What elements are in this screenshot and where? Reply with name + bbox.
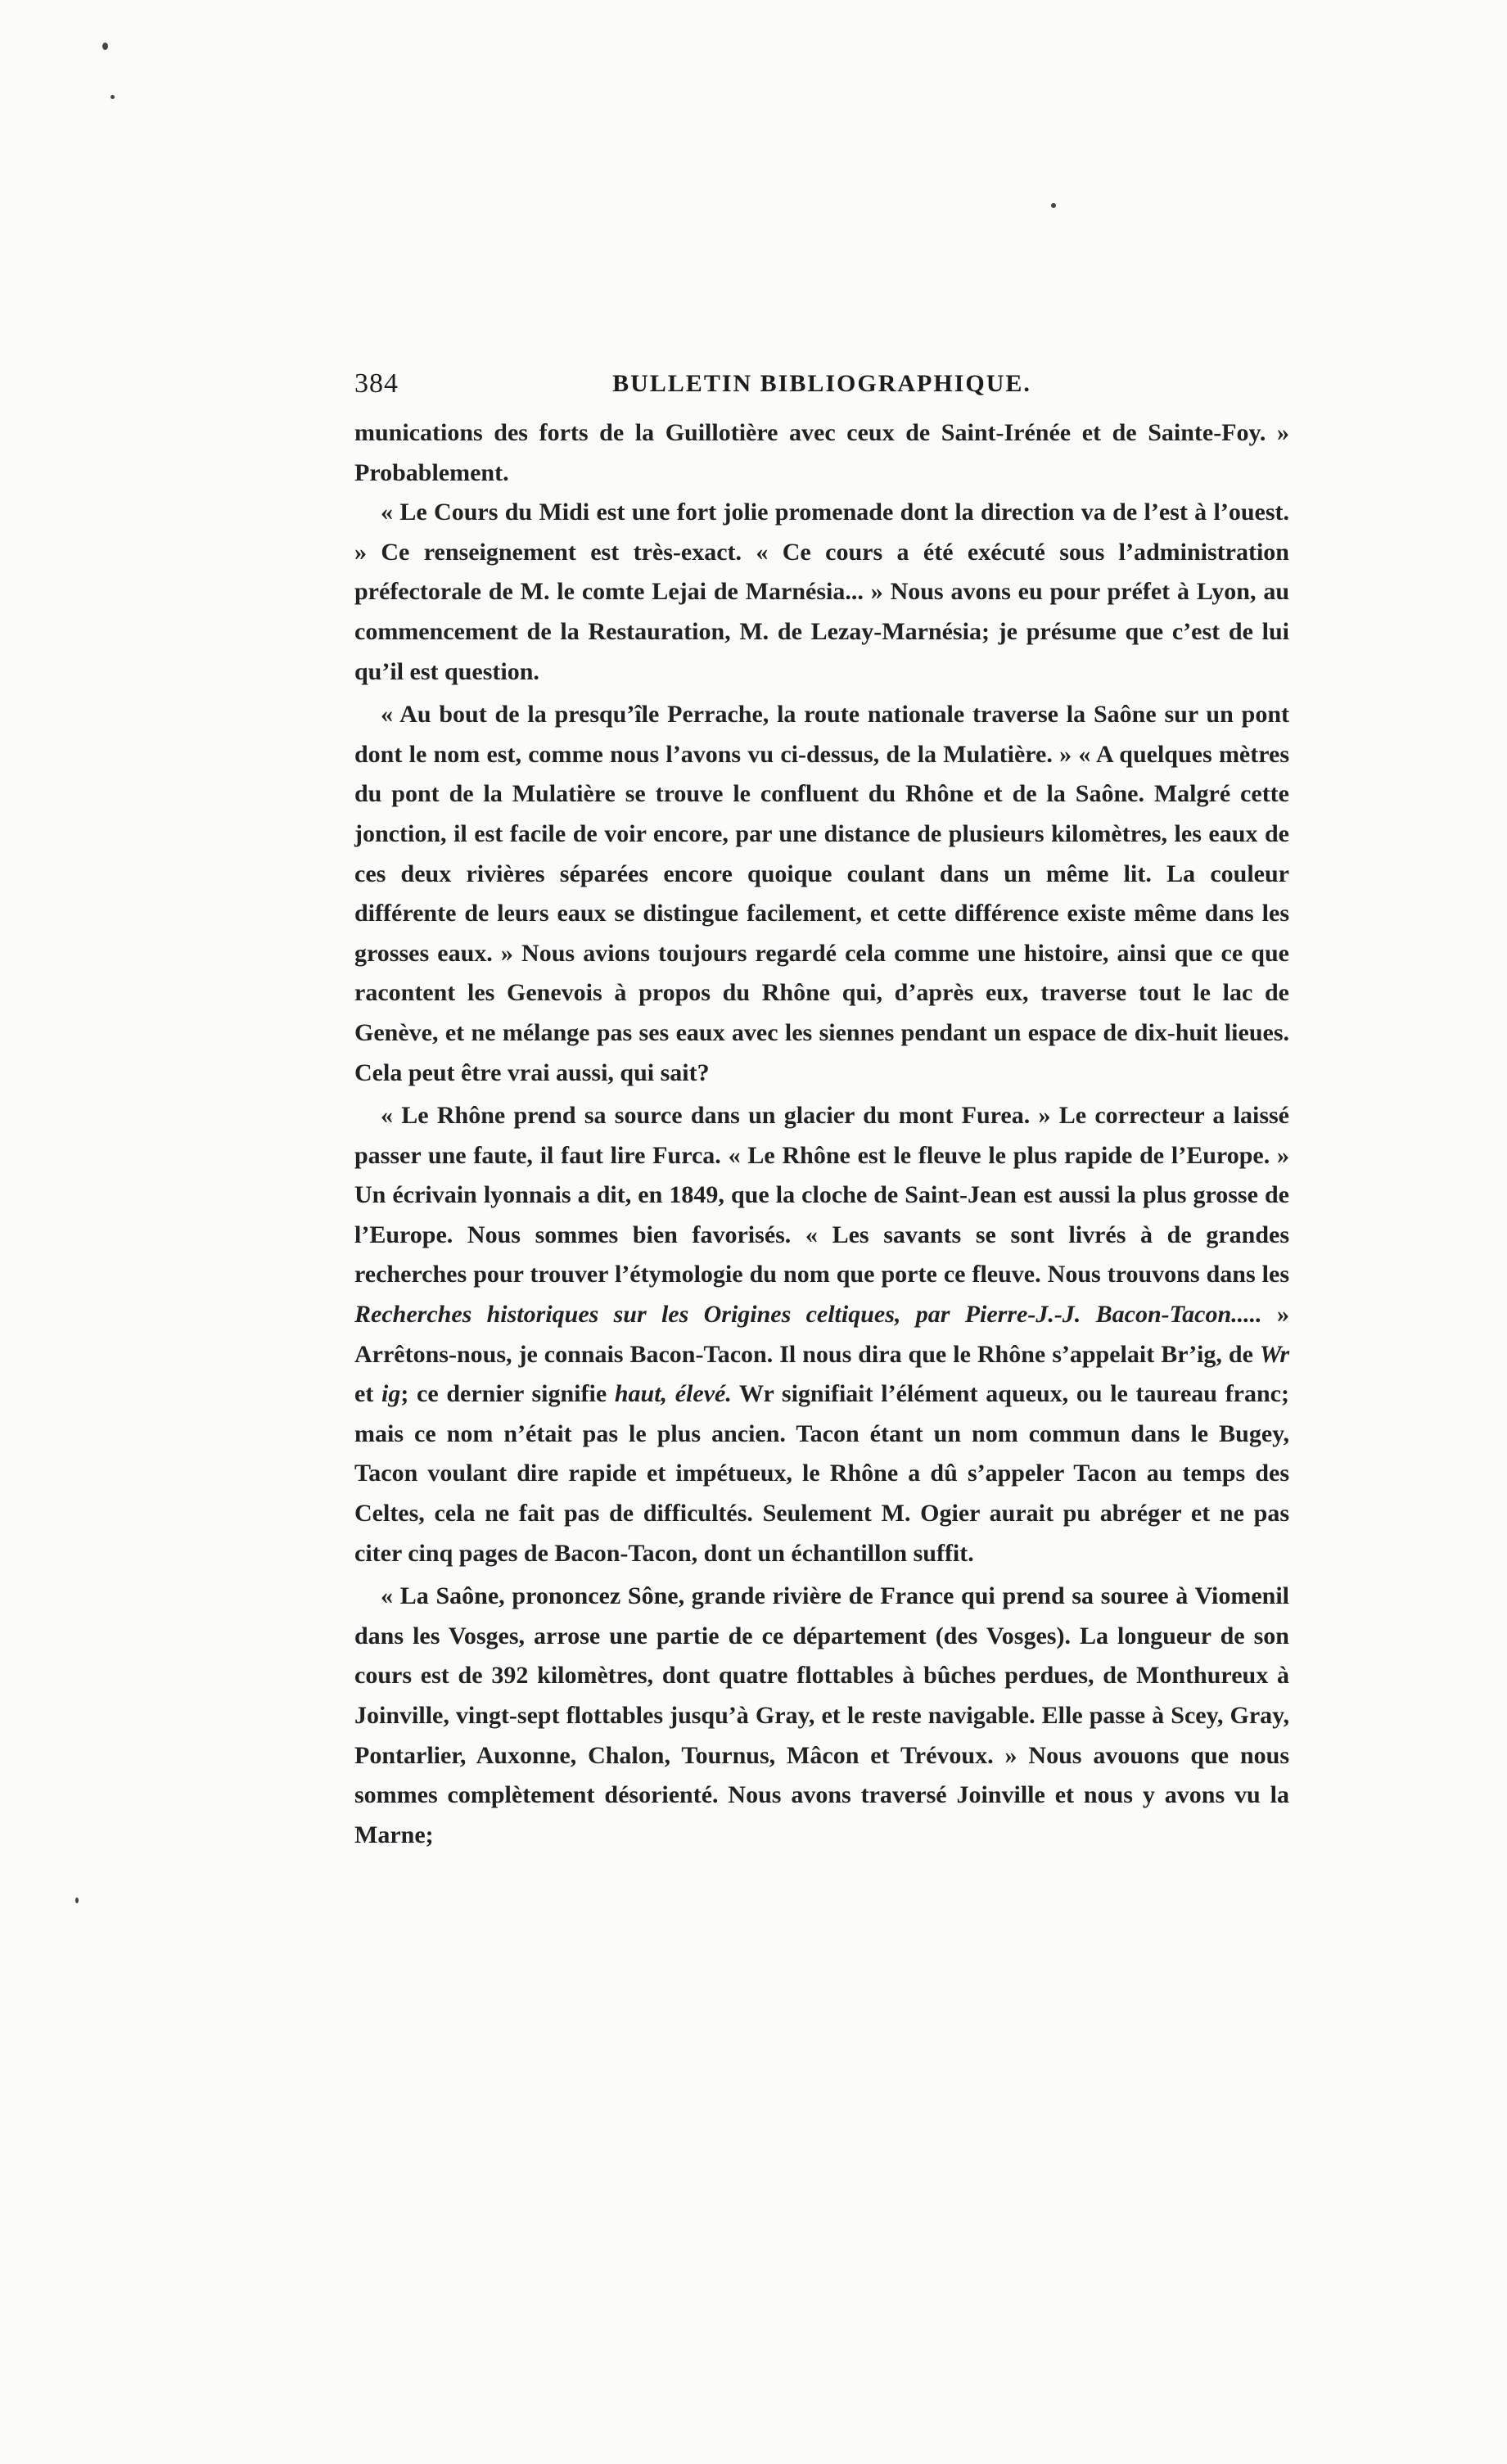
ink-speck [111,95,115,99]
italic-text-run: ig [381,1380,401,1408]
text-run: Wr signifiait l’élément aqueux, ou le taureau franc; mais ce nom n’était pas le plus ancien. Tacon étant un nom commun dans le Bugey, Tacon voulant dire rapide et impétueux, le Rhône a dû s’appeler Tacon au temps des Celtes, cela ne fait pas de difficultés. Seulement M. Ogier aurait pu abréger et ne pas citer cinq pages de Bacon-Tacon, dont un échantillon suffit. [354,1380,1289,1567]
text-run: « La Saône, prononcez Sône, grande rivière de France qui prend sa souree à Viomenil dans les Vosges, arrose une partie de ce département (des Vosges). La longueur de son cours est de 392 kilomètres, dont quatre flottables à bûches perdues, de Monthureux à Joinville, vingt-sept flottables jusqu’à Gray, et le reste navigable. Elle passe à Scey, Gray, Pontarlier, Auxonne, Chalon, Tournus, Mâcon et Trévoux. » Nous avouons que nous sommes complètement désorienté. Nous avons traversé Joinville et nous y avons vu la Marne; [354,1582,1289,1848]
italic-text-run: Recherches historiques sur les Origines celtiques, par Pierre-J.-J. Bacon-Tacon..... [354,1301,1262,1329]
ink-speck [102,43,108,50]
italic-text-run: Wr [1259,1340,1289,1368]
text-run: munications des forts de la Guillotière avec ceux de Saint-Irénée et de Sainte-Foy. » Probablement. [354,419,1289,486]
paragraph [354,493,1289,692]
page-header [354,368,1289,409]
text-run: » Arrêtons-nous, je connais Bacon-Tacon. Il nous dira que le Rhône s’appelait Br’ig, de [354,1301,1289,1368]
text-run: « Le Cours du Midi est une fort jolie promenade dont la direction va de l’est à l’ouest. » Ce renseignement est très-exact. « Ce cours a été exécuté sous l’administration préfectorale de M. le comte Lejai de Marnésia... » Nous avons eu pour préfet à Lyon, au commencement de la Restauration, M. de Lezay-Marnésia; je présume que c’est de lui qu’il est question. [354,499,1289,685]
text-run: « Au bout de la presqu’île Perrache, la route nationale traverse la Saône sur un pont dont le nom est, comme nous l’avons vu ci-dessus, de la Mulatière. » « A quelques mètres du pont de la Mulatière se trouve le confluent du Rhône et de la Saône. Malgré cette jonction, il est facile de voir encore, par une distance de plusieurs kilomètres, les eaux de ces deux rivières séparées encore quoique coulant dans un même lit. La couleur différente de leurs eaux se distingue facilement, et cette différence existe même dans les grosses eaux. » Nous avions toujours regardé cela comme une histoire, ainsi que ce que racontent les Genevois à propos du Rhône qui, d’après eux, traverse tout le lac de Genève, et ne mélange pas ses eaux avec les siennes pendant un espace de dix-huit lieues. Cela peut être vrai aussi, qui sait? [354,701,1289,1086]
paragraph [354,413,1289,493]
italic-text-run: haut, élevé. [614,1380,732,1408]
ink-speck [1051,203,1056,208]
running-title: BULLETIN BIBLIOGRAPHIQUE. [612,370,1031,397]
ink-speck [75,1898,79,1903]
page-number: 384 [354,368,399,399]
paragraph [354,1096,1289,1573]
paragraph [354,695,1289,1093]
text-run: ; ce dernier signifie [400,1380,615,1408]
paragraph [354,1577,1289,1855]
text-run: et [354,1380,381,1408]
text-run: « Le Rhône prend sa source dans un glacier du mont Furea. » Le correcteur a laissé passer une faute, il faut lire Furca. « Le Rhône est le fleuve le plus rapide de l’Europe. » Un écrivain lyonnais a dit, en 1849, que la cloche de Saint-Jean est aussi la plus grosse de l’Europe. Nous sommes bien favorisés. « Les savants se sont livrés à de grandes recherches pour trouver l’étymologie du nom que porte ce fleuve. Nous trouvons dans les [354,1102,1289,1288]
body-text [354,413,1289,1855]
